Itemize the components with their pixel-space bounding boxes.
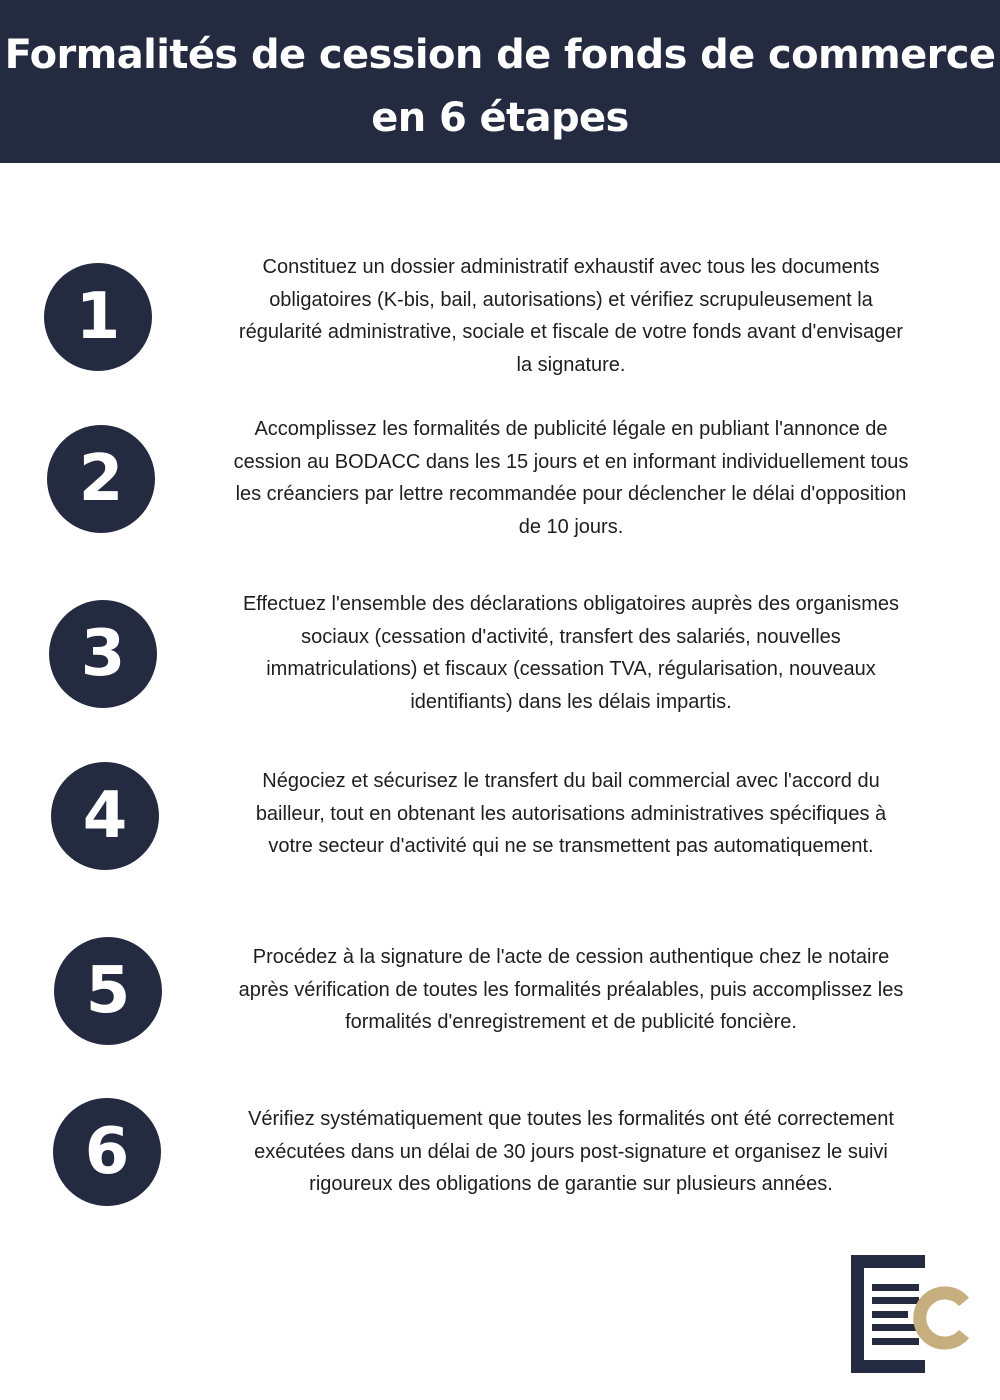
page-title-line-2: en 6 étapes — [371, 95, 629, 141]
step-description-line: régularité administrative, sociale et fiscale de votre fonds avant d'envisager — [238, 321, 904, 343]
step-description-line: de 10 jours. — [518, 515, 624, 538]
step-number-badge: 2 — [47, 425, 155, 533]
step-description-line: obligatoires (K-bis, bail, autorisations) et vérifiez scrupuleusement la — [269, 288, 873, 311]
step-description-line: Accomplissez les formalités de publicité légale en publiant l'annonce de — [254, 418, 888, 440]
step-description-line: Procédez à la signature de l'acte de cession authentique chez le notaire — [252, 946, 890, 968]
step-description-line: après vérification de toutes les formalités préalables, puis accomplissez les — [238, 978, 904, 1001]
step-description-line: formalités d'enregistrement et de publicité foncière. — [345, 1011, 797, 1033]
page-header — [0, 0, 1000, 163]
step-description-line: les créanciers par lettre recommandée pour déclencher le délai d'opposition — [235, 483, 907, 505]
page-title-line-1: Formalités de cession de fonds de commerce — [4, 32, 996, 78]
step-description — [180, 1103, 962, 1201]
step-number-badge: 5 — [54, 937, 162, 1045]
step-description — [180, 765, 962, 863]
ec-monogram-logo — [851, 1255, 975, 1373]
step-description-line: sociaux (cessation d'activité, transfert des salariés, nouvelles — [301, 625, 841, 648]
step-description-line: votre secteur d'activité qui ne se transmettent pas automatiquement. — [268, 835, 874, 857]
step-description-line: bailleur, tout en obtenant les autorisations administratives spécifiques à — [255, 802, 887, 825]
step-description — [180, 251, 962, 381]
step-description-line: immatriculations) et fiscaux (cessation TVA, régularisation, nouveaux — [266, 658, 876, 680]
step-description-line: identifiants) dans les délais impartis. — [410, 690, 732, 713]
step-description-line: Négociez et sécurisez le transfert du bail commercial avec l'accord du — [262, 770, 880, 792]
step-description-line: la signature. — [516, 353, 626, 376]
page-title — [0, 0, 1000, 150]
ec-logo-icon — [851, 1255, 975, 1373]
step-description — [180, 941, 962, 1039]
step-description-line: Effectuez l'ensemble des déclarations obligatoires auprès des organismes — [242, 593, 900, 615]
step-description — [180, 588, 962, 718]
step-number-badge: 6 — [53, 1098, 161, 1206]
step-description-line: rigoureux des obligations de garantie sur plusieurs années. — [309, 1173, 833, 1195]
step-number-badge: 1 — [44, 263, 152, 371]
step-description — [180, 413, 962, 543]
step-description-line: Vérifiez systématiquement que toutes les formalités ont été correctement — [248, 1108, 894, 1130]
step-description-line: cession au BODACC dans les 15 jours et en informant individuellement tous — [233, 450, 909, 473]
step-number-badge: 4 — [51, 762, 159, 870]
step-description-line: Constituez un dossier administratif exhaustif avec tous les documents — [262, 256, 880, 278]
step-description-line: exécutées dans un délai de 30 jours post-signature et organisez le suivi — [254, 1140, 888, 1163]
step-number-badge: 3 — [49, 600, 157, 708]
